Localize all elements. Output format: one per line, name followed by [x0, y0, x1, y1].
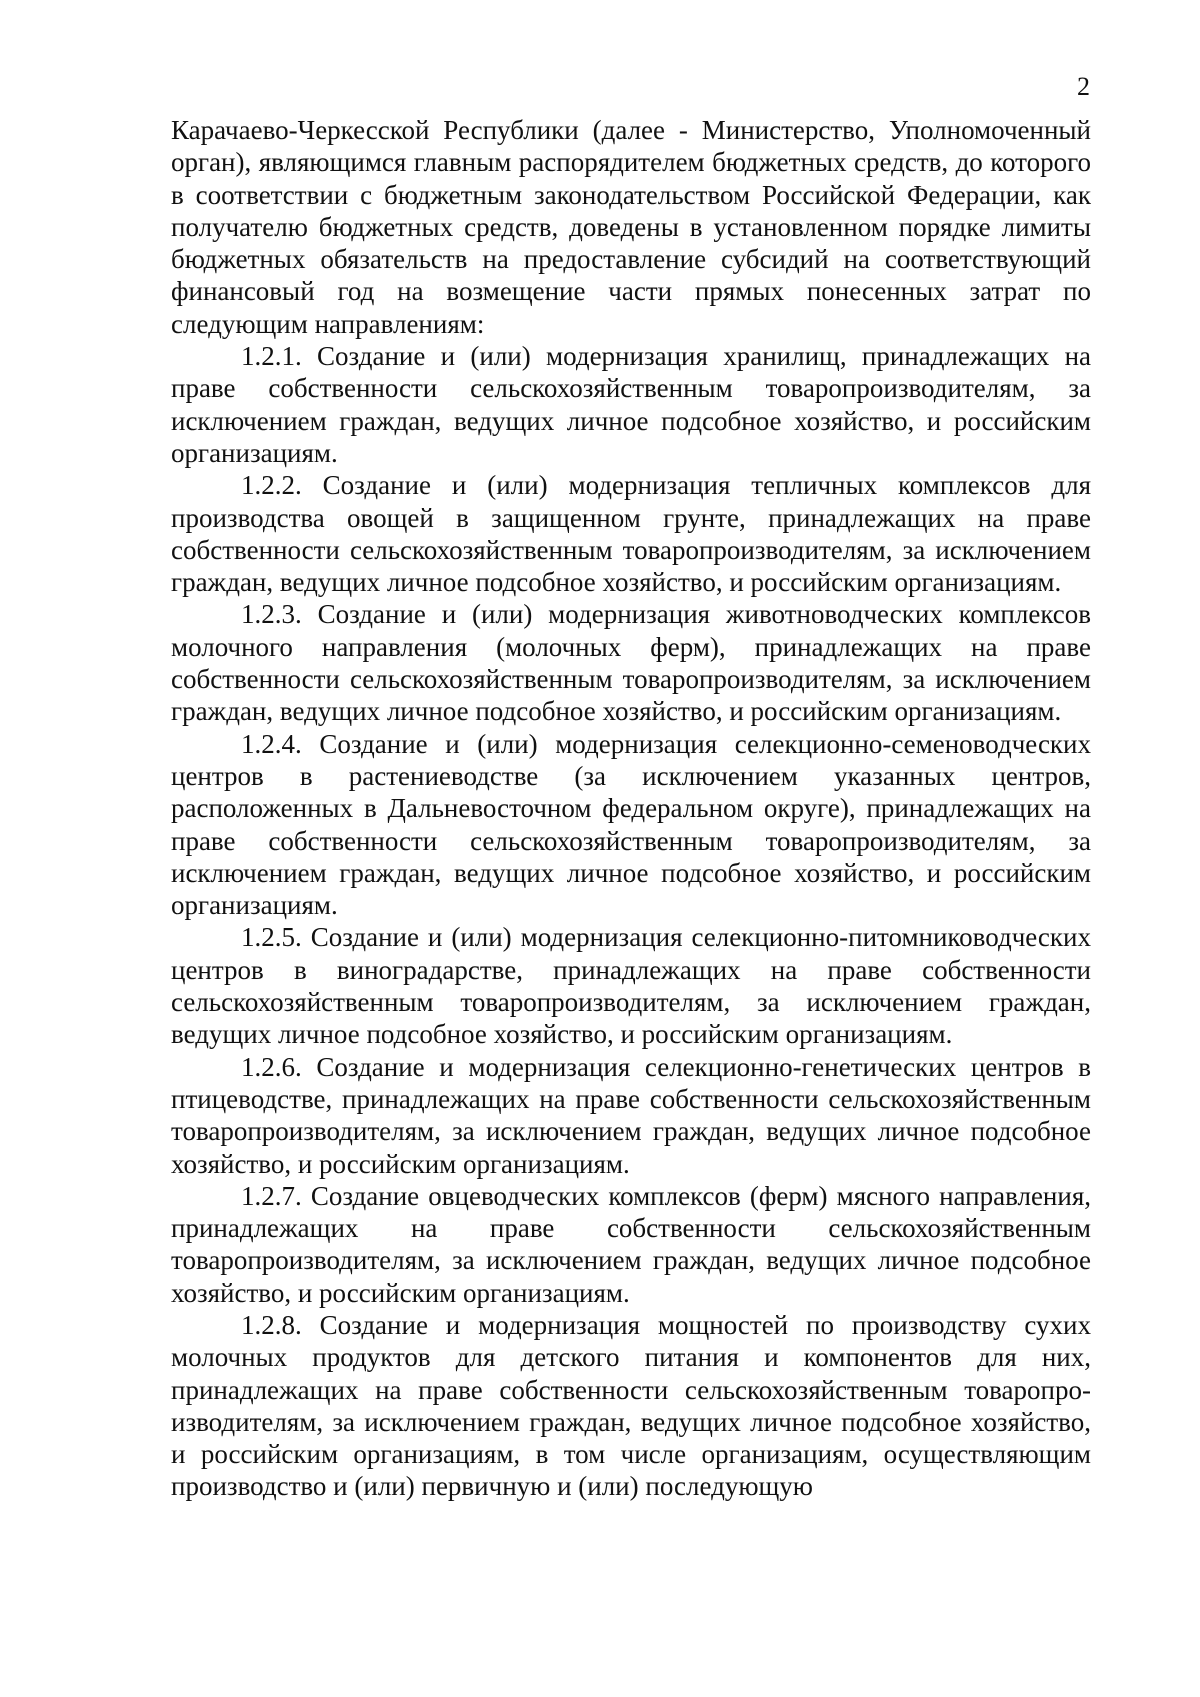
paragraph-1-2-5: 1.2.5. Создание и (или) модернизация селекционно-питомниководческих центров в виноградарстве, принадлежащих на праве собственности сельскохозяйственным товаропроизводителям, за исключением граждан, ведущих личное подсобное хозяйство, и российским организациям.: [171, 922, 1091, 1050]
paragraph-1-2-7: 1.2.7. Создание овцеводческих комплексов (ферм) мясного направления, принадлежащих на праве собственности сельскохозяйственным товаропроизводителям, за исключением граждан, ведущих личное подсобное хозяйство, и российским организациям.: [171, 1180, 1091, 1308]
paragraph-1-2-4: 1.2.4. Создание и (или) модернизация селекционно-семеноводческих центров в растениеводстве (за исключением указанных центров, расположенных в Дальневосточном федеральном округе), принадлежащих на праве собственности сельскохозяйственным товаропроизводителям, за исключением граждан, ведущих личное подсобное хозяйство, и российским организациям.: [171, 728, 1091, 921]
paragraph-1-2-2: 1.2.2. Создание и (или) модернизация тепличных комплексов для производства овощей в защищенном грунте, принадлежащих на праве собственности сельскохозяйственным товаропроизводителям, за исключением граждан, ведущих личное подсобное хозяйство, и российским организациям.: [171, 470, 1091, 598]
paragraph-intro: Карачаево-Черкесской Республики (далее - Министерство, Уполномоченный орган), являющимся главным распорядителем бюджетных средств, до которого в соответствии с бюджетным законодательством Российской Федерации, как получателю бюджетных средств, доведены в установленном порядке лимиты бюджетных обязательств на предоставление субсидий на соответствующий финансовый год на возмещение части прямых понесенных затрат по следующим направлениям:: [171, 115, 1091, 339]
paragraph-1-2-3: 1.2.3. Создание и (или) модернизация животноводческих комплексов молочного направления (молочных ферм), принадлежащих на праве собственности сельскохозяйственным товаропроизводителям, за исключением граждан, ведущих личное подсобное хозяйство, и российским организациям.: [171, 599, 1091, 727]
paragraph-1-2-1: 1.2.1. Создание и (или) модернизация хранилищ, принадлежащих на праве собственности сельскохозяйственным товаропроизводителям, за исключением граждан, ведущих личное подсобное хозяйство, и российским организациям.: [171, 341, 1091, 468]
document-body: [171, 114, 1091, 1503]
page-number: 2: [1077, 72, 1090, 101]
paragraph-1-2-8: 1.2.8. Создание и модернизация мощностей по производству сухих молочных продуктов для детского питания и компонентов для них, принадлежащих на праве собственности сельскохозяйственным товаропроизводителям, за исключением граждан, ведущих личное подсобное хозяйство, и российским организациям, в том числе организациям, осуществляющим производство и (или) первичную и (или) последующую: [171, 1309, 1091, 1502]
paragraph-1-2-6: 1.2.6. Создание и модернизация селекционно-генетических центров в птицеводстве, принадлежащих на праве собственности сельскохозяйственным товаропроизводителям, за исключением граждан, ведущих личное подсобное хозяйство, и российским организациям.: [171, 1051, 1091, 1179]
